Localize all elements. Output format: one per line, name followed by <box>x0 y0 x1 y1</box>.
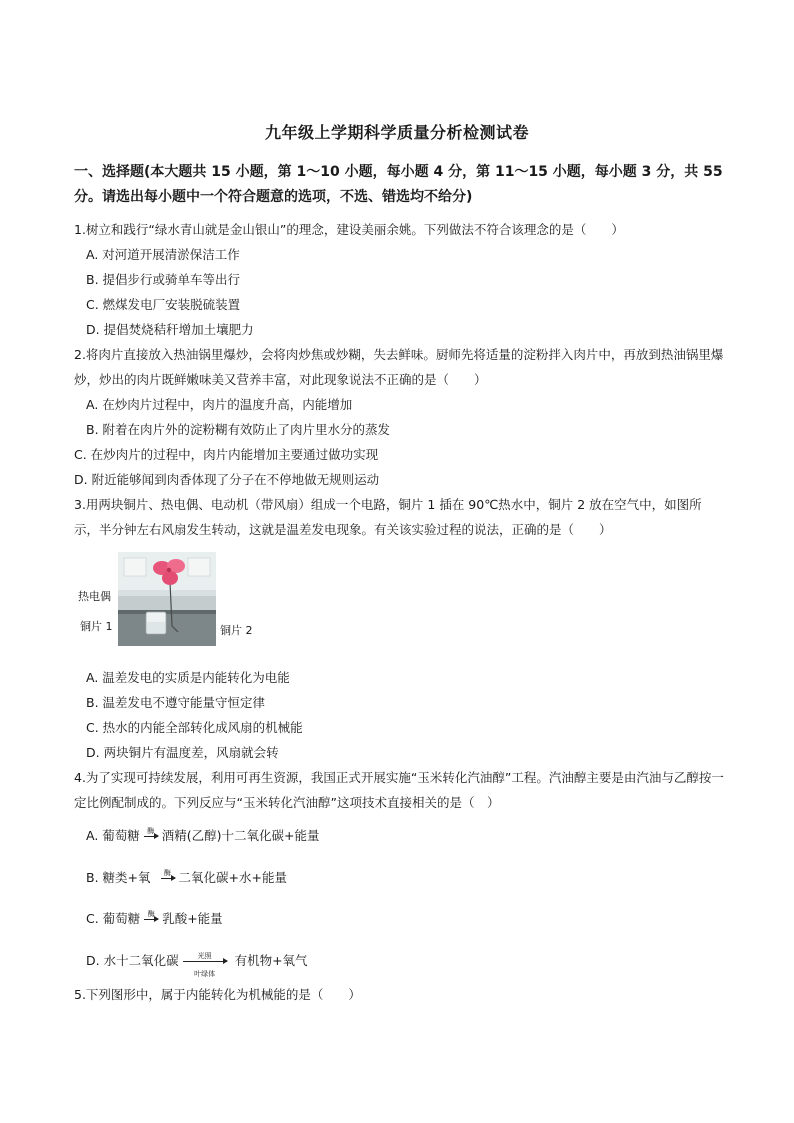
arrow-condition-top: 光照 <box>197 952 212 960</box>
arrow-condition: 酶 <box>147 827 155 835</box>
option-b-product: 二氧化碳+水+能量 <box>178 870 287 885</box>
option-d-product: 有机物+氧气 <box>234 953 308 968</box>
reaction-arrow <box>183 952 227 978</box>
question-1-option-b: B. 提倡步行或骑单车等出行 <box>86 272 241 287</box>
experiment-photo-image <box>118 552 216 646</box>
label-copper-1: 铜片 1 <box>80 620 113 633</box>
question-3-stem: 3.用两块铜片、热电偶、电动机（带风扇）组成一个电路，铜片 1 插在 90℃热水中，铜片 2 放在空气中，如图所示，半分钟左右风扇发生转动，这就是温差发电现象。有关该实验过程的说法，正确的是（ ） <box>74 497 702 537</box>
reaction-arrow <box>161 869 175 879</box>
option-c-reactant: C. 葡萄糖 <box>86 911 141 926</box>
question-4-option-a <box>86 826 320 846</box>
question-2-option-d: D. 附近能够闻到肉香体现了分子在不停地做无规则运动 <box>74 472 380 487</box>
question-3-option-b: B. 温差发电不遵守能量守恒定律 <box>86 695 266 710</box>
reaction-arrow <box>144 827 158 837</box>
page-title: 九年级上学期科学质量分析检测试卷 <box>264 123 529 142</box>
option-a-reactant: A. 葡萄糖 <box>86 828 140 843</box>
question-1-option-d: D. 提倡焚烧秸秆增加土壤肥力 <box>86 322 254 337</box>
arrow-condition-bottom: 叶绿体 <box>194 970 216 978</box>
option-d-reactant: D. 水十二氧化碳 <box>86 953 179 968</box>
question-3-option-d: D. 两块铜片有温度差，风扇就会转 <box>86 745 279 760</box>
option-b-reactant: B. 糖类+氧 <box>86 870 151 885</box>
question-3-option-a: A. 温差发电的实质是内能转化为电能 <box>86 670 290 685</box>
label-thermocouple: 热电偶 <box>78 590 111 603</box>
option-c-product: 乳酸+能量 <box>162 911 223 926</box>
question-4-option-b <box>86 868 287 888</box>
label-copper-2: 铜片 2 <box>220 624 253 637</box>
experiment-photo <box>118 552 216 646</box>
question-4-option-d <box>86 951 308 978</box>
reaction-arrow <box>144 910 158 920</box>
section-heading: 一、选择题(本大题共 15 小题，第 1～10 小题，每小题 4 分，第 11～15 小题，每小题 3 分，共 55 分。请选出每小题中一个符合题意的选项，不选、错选均不给分) <box>74 164 723 205</box>
arrow-condition: 酶 <box>164 869 171 877</box>
question-1-option-a: A. 对河道开展清淤保洁工作 <box>86 247 240 262</box>
question-3-option-c: C. 热水的内能全部转化成风扇的机械能 <box>86 720 303 735</box>
question-1-stem: 1.树立和践行“绿水青山就是金山银山”的理念，建设美丽余姚。下列做法不符合该理念的是（ ） <box>74 222 624 237</box>
question-2-option-b: B. 附着在肉片外的淀粉糊有效防止了肉片里水分的蒸发 <box>86 422 391 437</box>
question-2-option-a: A. 在炒肉片过程中，肉片的温度升高，内能增加 <box>86 397 353 412</box>
arrow-condition: 酶 <box>147 910 155 918</box>
question-1-option-c: C. 燃煤发电厂安装脱硫装置 <box>86 297 241 312</box>
question-5-stem: 5.下列图形中，属于内能转化为机械能的是（ ） <box>74 987 361 1002</box>
question-2-option-c: C. 在炒肉片的过程中，肉片内能增加主要通过做功实现 <box>74 447 379 462</box>
option-a-product: 酒精(乙醇)十二氧化碳+能量 <box>161 828 320 843</box>
thermoelectric-figure <box>78 552 278 648</box>
question-4-stem: 4.为了实现可持续发展，利用可再生资源，我国正式开展实施“玉米转化汽油醇”工程。汽油醇主要是由汽油与乙醇按一定比例配制成的。下列反应与“玉米转化汽油醇”这项技术直接相关的是（ ） <box>74 770 724 810</box>
question-2-stem: 2.将肉片直接放入热油锅里爆炒，会将肉炒焦或炒糊，失去鲜味。厨师先将适量的淀粉拌入肉片中，再放到热油锅里爆炒，炒出的肉片既鲜嫩味美又营养丰富，对此现象说法不正确的是（ ） <box>74 347 724 387</box>
question-4-option-c <box>86 909 223 929</box>
